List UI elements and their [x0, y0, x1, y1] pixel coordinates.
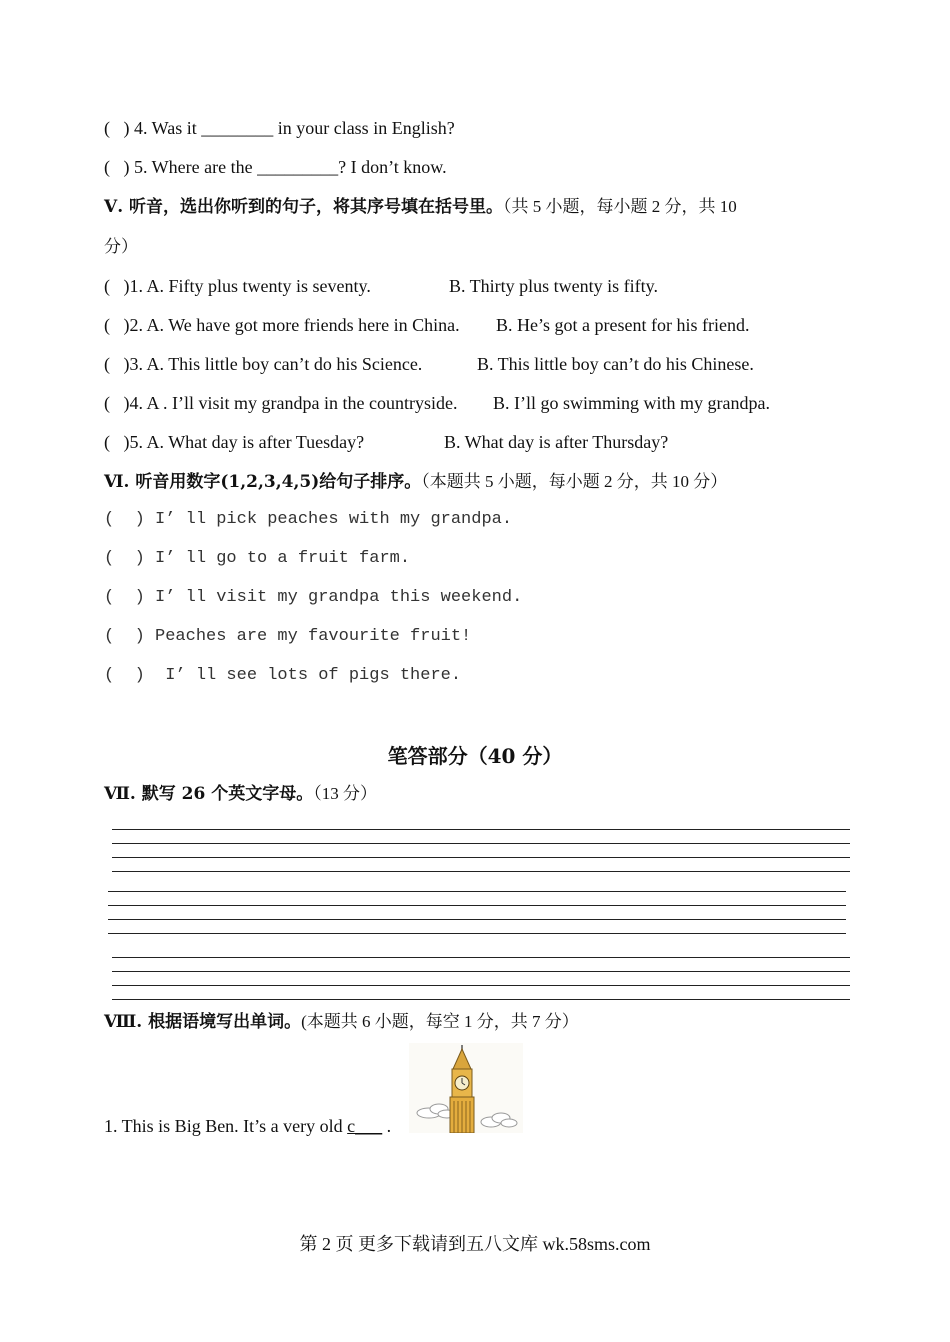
big-ben-illustration — [409, 1043, 523, 1133]
writing-line — [108, 919, 846, 920]
list-item — [104, 314, 750, 336]
writing-line — [108, 933, 846, 934]
section6-note: （本题共 5 小题，每小题 2 分，共 10 分） — [421, 472, 728, 491]
section7-note: （13 分） — [313, 784, 378, 803]
section8-title: Ⅷ. 根据语境写出单词。 — [104, 1012, 302, 1032]
item-number: ( )4. — [104, 393, 143, 413]
section8-header — [104, 1010, 579, 1033]
list-item — [104, 392, 770, 414]
writing-line — [112, 999, 850, 1000]
section8-note: (本题共 6 小题，每空 1 分，共 7 分） — [301, 1012, 579, 1031]
option-a: A. We have got more friends here in China. — [146, 315, 460, 335]
writing-line — [112, 971, 850, 972]
section5-header — [104, 195, 737, 218]
answer-blank[interactable]: c___ — [347, 1116, 383, 1136]
option-a: A. Fifty plus twenty is seventy. — [146, 276, 371, 296]
item-number: ( )5. — [104, 432, 143, 452]
question-text: 1. This is Big Ben. It’s a very old — [104, 1116, 348, 1136]
written-part-title: 笔答部分（40 分） — [387, 744, 563, 768]
list-item: ( ) I’ ll pick peaches with my grandpa. — [104, 510, 513, 529]
writing-line — [112, 829, 850, 830]
writing-line — [112, 957, 850, 958]
section5-note: （共 5 小题，每小题 2 分，共 10 — [503, 197, 737, 216]
item-number: ( )2. — [104, 315, 143, 335]
question-1 — [104, 1115, 391, 1137]
writing-line — [108, 891, 846, 892]
list-item: ( ) I’ ll see lots of pigs there. — [104, 666, 462, 685]
option-b: B. This little boy can’t do his Chinese. — [477, 354, 754, 374]
writing-line — [112, 857, 850, 858]
item-number: ( )3. — [104, 354, 143, 374]
big-ben-image — [409, 1043, 523, 1133]
list-item: ( ) Peaches are my favourite fruit! — [104, 627, 472, 646]
writing-line — [112, 843, 850, 844]
option-a: A. This little boy can’t do his Science. — [146, 354, 423, 374]
section7-title: Ⅶ. 默写 26 个英文字母。 — [104, 784, 314, 804]
writing-line — [108, 905, 846, 906]
option-b: B. Thirty plus twenty is fifty. — [449, 276, 658, 296]
list-item — [104, 353, 754, 375]
option-a: A. What day is after Tuesday? — [146, 432, 365, 452]
section5-note-cont: 分） — [104, 237, 138, 256]
list-item — [104, 431, 669, 453]
section6-header — [104, 470, 727, 493]
page-footer: 第 2 页 更多下载请到五八文库 wk.58sms.com — [299, 1234, 651, 1254]
section5-title: Ⅴ. 听音，选出你听到的句子，将其序号填在括号里。 — [104, 197, 504, 217]
item-number: ( )1. — [104, 276, 143, 296]
question-5: ( ) 5. Where are the _________? I don’t know. — [104, 157, 447, 177]
section6-title: Ⅵ. 听音用数字(1,2,3,4,5)给句子排序。 — [104, 472, 422, 492]
writing-line — [112, 871, 850, 872]
list-item — [104, 275, 658, 297]
option-b: B. I’ll go swimming with my grandpa. — [493, 393, 770, 413]
question-end: . — [382, 1116, 392, 1136]
question-4: ( ) 4. Was it ________ in your class in English? — [104, 118, 455, 138]
option-b: B. What day is after Thursday? — [444, 432, 669, 452]
writing-line — [112, 985, 850, 986]
list-item: ( ) I’ ll visit my grandpa this weekend. — [104, 588, 523, 607]
option-a: A . I’ll visit my grandpa in the countryside. — [146, 393, 458, 413]
list-item: ( ) I’ ll go to a fruit farm. — [104, 549, 411, 568]
option-b: B. He’s got a present for his friend. — [496, 315, 750, 335]
section7-header — [104, 782, 377, 805]
